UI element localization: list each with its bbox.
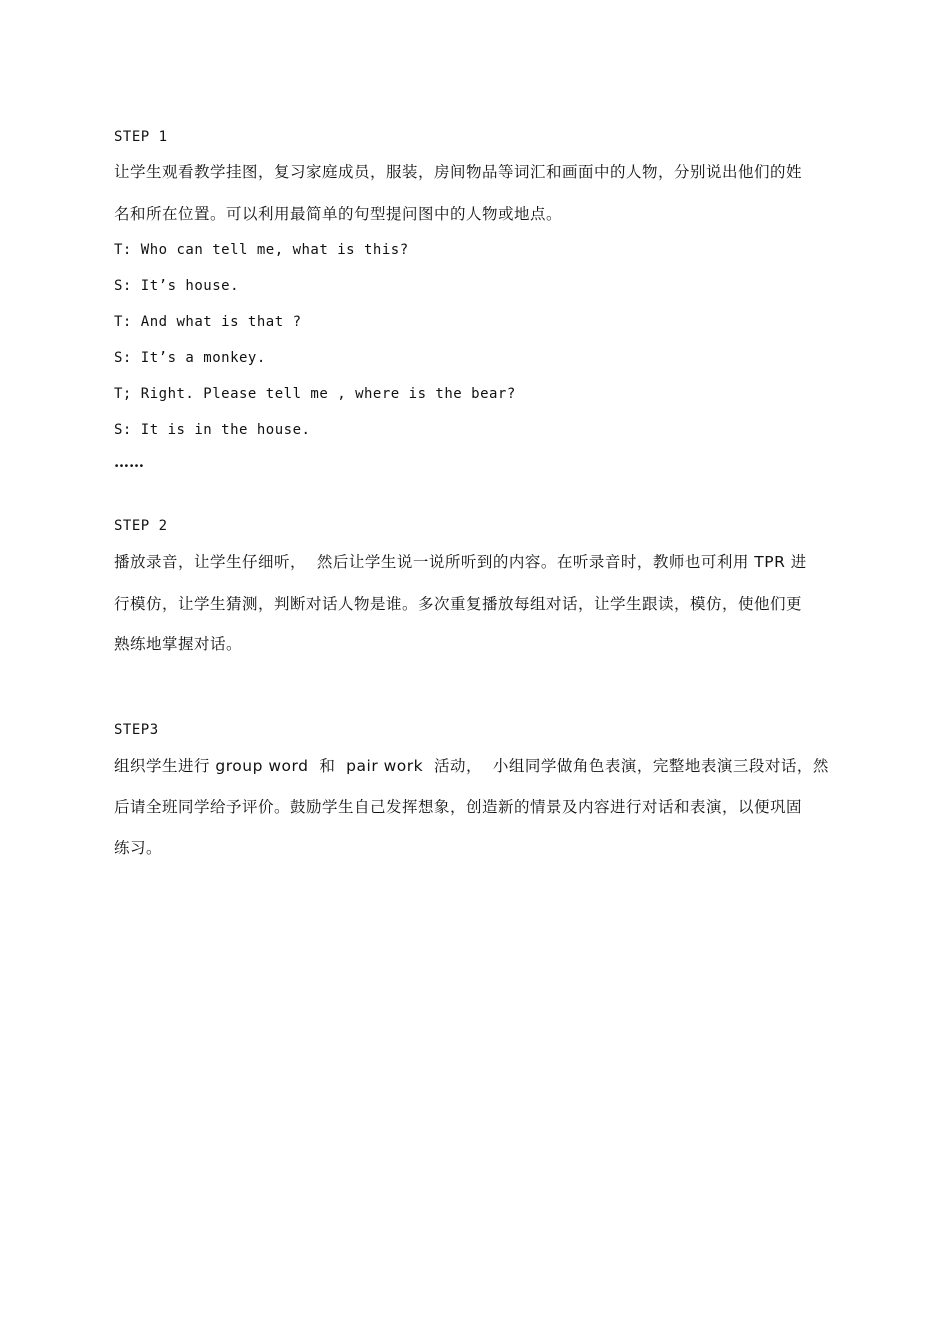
step2-line3: 熟练地掌握对话。 <box>114 635 243 653</box>
dialogue-line-2: S: It’s house. <box>114 278 240 294</box>
dialogue-line-3: T: And what is that ? <box>114 314 302 330</box>
step2-line1: 播放录音，让学生仔细听， 然后让学生说一说所听到的内容。在听录音时，教师也可利用 TPR 进 <box>114 553 807 571</box>
step1-intro-line1: 让学生观看教学挂图，复习家庭成员，服装，房间物品等词汇和画面中的人物，分别说出他们的姓 <box>114 163 803 181</box>
step3-line2: 后请全班同学给予评价。鼓励学生自己发挥想象，创造新的情景及内容进行对话和表演，以便巩固 <box>114 798 803 816</box>
step3-heading: STEP3 <box>114 722 159 738</box>
step2-line2: 行模仿，让学生猜测，判断对话人物是谁。多次重复播放每组对话，让学生跟读，模仿，使他们更 <box>114 595 803 613</box>
dialogue-line-6: S: It is in the house. <box>114 422 311 438</box>
step3-line1: 组织学生进行 group word 和 pair work 活动， 小组同学做角色表演，完整地表演三段对话，然 <box>114 757 829 775</box>
dialogue-line-4: S: It’s a monkey. <box>114 350 266 366</box>
step2-heading: STEP 2 <box>114 518 168 534</box>
step1-heading: STEP 1 <box>114 129 168 145</box>
dialogue-line-5: T; Right. Please tell me , where is the bear? <box>114 386 516 402</box>
step3-line3: 练习。 <box>114 839 163 857</box>
ellipsis: …… <box>114 453 144 471</box>
dialogue-line-1: T: Who can tell me, what is this? <box>114 242 409 258</box>
step1-intro-line2: 名和所在位置。可以利用最简单的句型提问图中的人物或地点。 <box>114 205 563 223</box>
